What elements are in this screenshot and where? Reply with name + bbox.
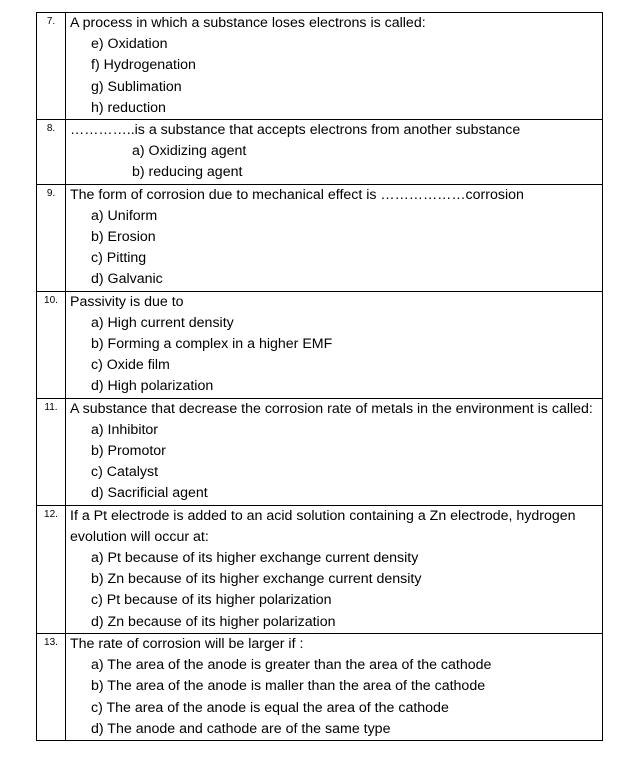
question-row — [37, 633, 603, 740]
question-body — [66, 184, 603, 291]
question-stem: The form of corrosion due to mechanical effect is ………………corrosion — [70, 186, 524, 203]
answer-option: a) Inhibitor — [91, 421, 159, 438]
answer-option: a) High current density — [91, 314, 234, 331]
answer-option: h) reduction — [91, 99, 166, 116]
question-number: 10. — [37, 291, 66, 398]
answer-option: a) Uniform — [91, 207, 158, 224]
question-number: 9. — [37, 184, 66, 291]
answer-option: d) Galvanic — [91, 271, 163, 288]
question-row — [37, 184, 603, 291]
question-stem: The rate of corrosion will be larger if : — [70, 635, 304, 652]
answer-option: b) reducing agent — [132, 164, 243, 181]
question-stem: …………..is a substance that accepts electrons from another substance — [70, 122, 521, 139]
question-body — [66, 505, 603, 633]
answer-option: c) Oxide film — [91, 357, 170, 374]
answer-option: b) Zn because of its higher exchange current density — [91, 571, 422, 588]
answer-option: d) Zn because of its higher polarization — [91, 613, 336, 630]
question-body — [66, 291, 603, 398]
question-body — [66, 13, 603, 120]
question-row — [37, 398, 603, 505]
question-body — [66, 398, 603, 505]
answer-option: c) Pitting — [91, 250, 147, 267]
question-body — [66, 120, 603, 185]
answer-option: c) The area of the anode is equal the area of the cathode — [91, 699, 449, 716]
answer-option: c) Pt because of its higher polarization — [91, 592, 332, 609]
question-stem: A process in which a substance loses electrons is called: — [70, 15, 426, 31]
question-body — [66, 633, 603, 740]
answer-option: a) The area of the anode is greater than the area of the cathode — [91, 657, 492, 674]
answer-option: b) The area of the anode is maller than the area of the cathode — [91, 678, 486, 695]
question-row — [37, 505, 603, 633]
question-row — [37, 13, 603, 120]
answer-option: d) Sacrificial agent — [91, 485, 208, 502]
question-row — [37, 291, 603, 398]
answer-option: b) Forming a complex in a higher EMF — [91, 336, 333, 353]
answer-option: f) Hydrogenation — [91, 57, 196, 74]
question-number: 7. — [37, 13, 66, 120]
answer-option: c) Catalyst — [91, 464, 159, 481]
answer-option: b) Promotor — [91, 443, 166, 460]
question-row — [37, 120, 603, 185]
question-stem: Passivity is due to — [70, 293, 184, 310]
answer-option: e) Oxidation — [91, 36, 168, 53]
question-number: 12. — [37, 505, 66, 633]
question-number: 11. — [37, 398, 66, 505]
answer-option: d) High polarization — [91, 378, 214, 395]
question-stem: If a Pt electrode is added to an acid solution containing a Zn electrode, hydrogen evolution will occur at: — [70, 507, 576, 545]
answer-option: d) The anode and cathode are of the same type — [91, 720, 391, 737]
answer-option: g) Sublimation — [91, 78, 182, 95]
question-table — [36, 12, 603, 741]
question-stem: A substance that decrease the corrosion rate of metals in the environment is called: — [70, 400, 593, 417]
answer-option: b) Erosion — [91, 229, 156, 246]
question-number: 8. — [37, 120, 66, 185]
answer-option: a) Pt because of its higher exchange current density — [91, 550, 419, 567]
answer-option: a) Oxidizing agent — [132, 143, 247, 160]
question-number: 13. — [37, 633, 66, 740]
